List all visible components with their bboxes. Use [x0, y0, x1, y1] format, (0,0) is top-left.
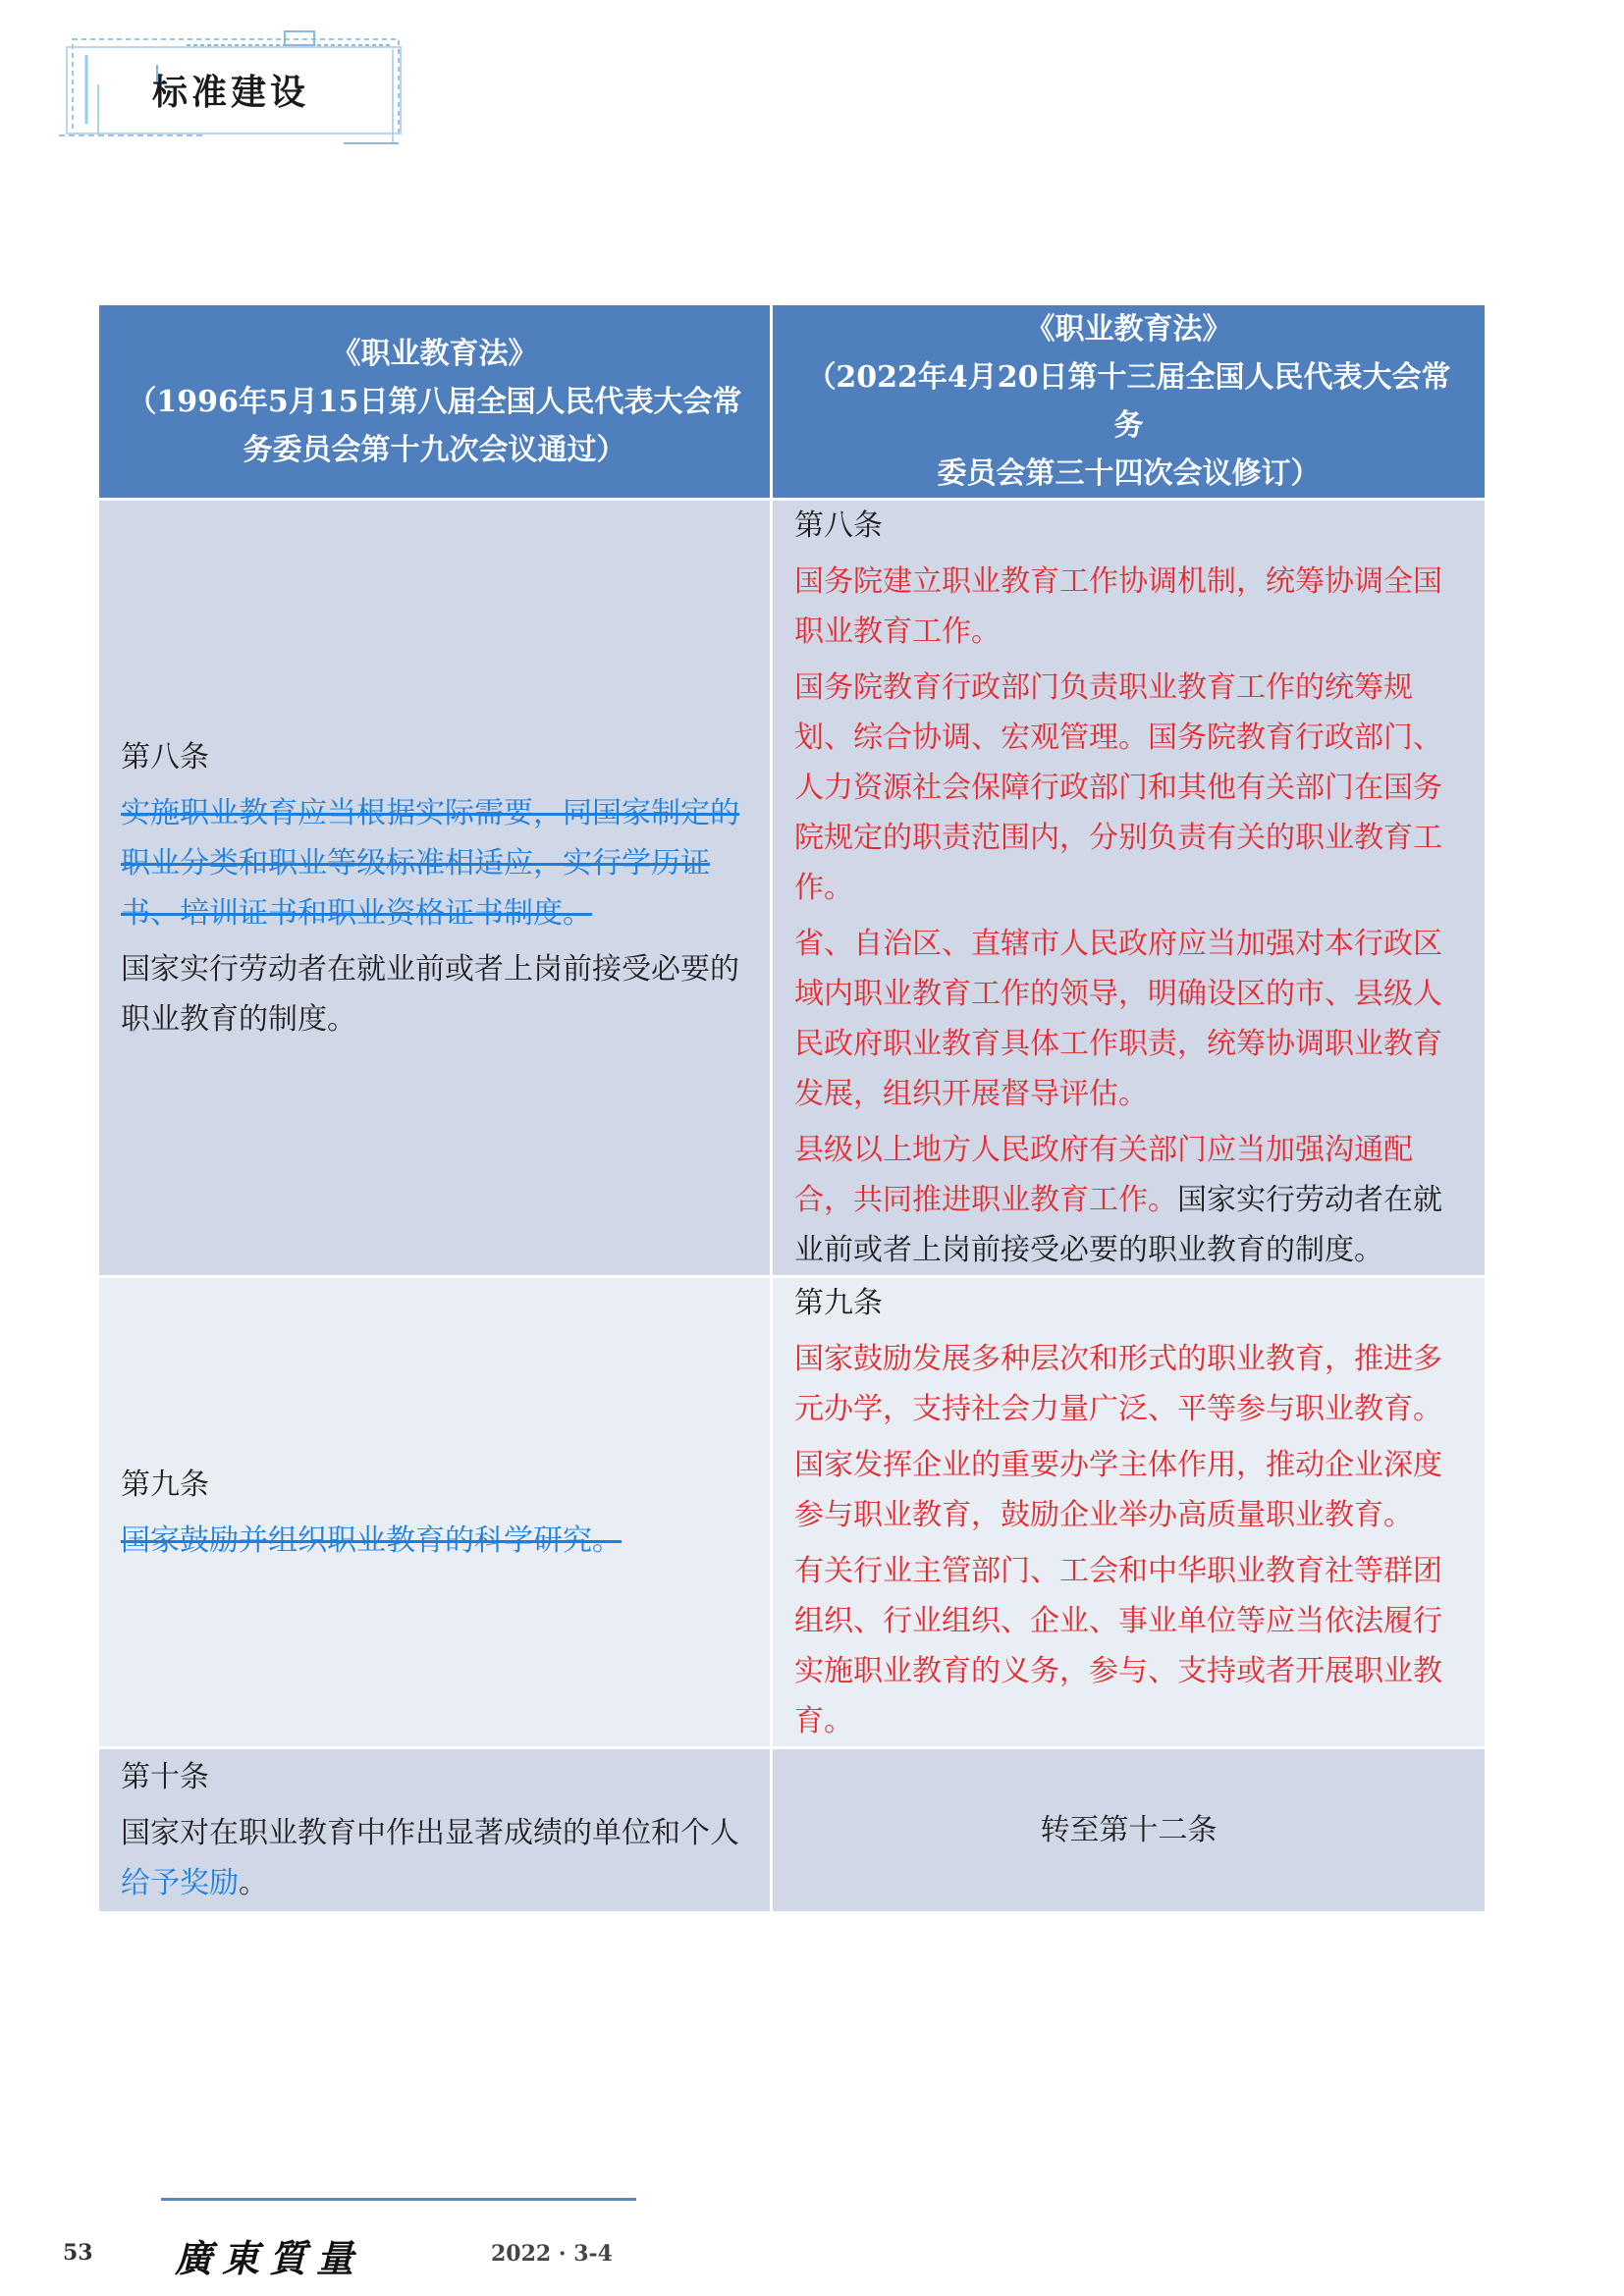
article-number: 第八条 [794, 508, 883, 543]
kept-text: 国家实行劳动者在就业前或者上岗前接受必要的职业教育的制度。 [794, 1183, 1442, 1267]
changed-text: 给予奖励 [121, 1866, 239, 1900]
added-text: 有关行业主管部门、工会和中华职业教育社等群团组织、行业组织、企业、事业单位等应当依法履行实施职业教育的义务，参与、支持或者开展职业教育。 [794, 1554, 1442, 1738]
article-number: 第九条 [794, 1286, 883, 1320]
header-title: 《职业教育法》 [331, 336, 538, 371]
table-row [98, 1748, 1487, 1913]
section-tab [59, 26, 412, 149]
new-article-cell [772, 1748, 1487, 1913]
added-text: 省、自治区、直辖市人民政府应当加强对本行政区域内职业教育工作的领导，明确设区的市、县级人民政府职业教育具体工作职责，统筹协调职业教育发展，组织开展督导评估。 [794, 927, 1442, 1111]
deleted-text: 实施职业教育应当根据实际需要，同国家制定的职业分类和职业等级标准相适应，实行学历证书、培训证书和职业资格证书制度。 [121, 795, 739, 931]
kept-text: 国家对在职业教育中作出显著成绩的单位和个人 [121, 1816, 739, 1850]
header-note-line: （2022年4月20日第十三届全国人民代表大会常务 [806, 360, 1451, 443]
table-row [98, 1277, 1487, 1748]
added-text: 国务院建立职业教育工作协调机制，统筹协调全国职业教育工作。 [794, 564, 1442, 649]
added-text: 国务院教育行政部门负责职业教育工作的统筹规划、综合协调、宏观管理。国务院教育行政部门、人力资源社会保障行政部门和其他有关部门在国务院规定的职责范围内，分别负责有关的职业教育工作。 [794, 670, 1442, 905]
header-title: 《职业教育法》 [1025, 312, 1232, 347]
added-text: 国家鼓励发展多种层次和形式的职业教育，推进多元办学，支持社会力量广泛、平等参与职业教育。 [794, 1342, 1442, 1426]
article-number: 第十条 [121, 1760, 209, 1794]
moved-note: 转至第十二条 [1040, 1813, 1218, 1847]
column-header-new-law [772, 304, 1487, 500]
header-note-line: 务委员会第十九次会议通过） [243, 432, 626, 467]
footer-divider [161, 2198, 636, 2201]
added-text: 国家发挥企业的重要办学主体作用，推动企业深度参与职业教育，鼓励企业举办高质量职业教育。 [794, 1448, 1442, 1532]
issue-label: 2022 · 3-4 [491, 2241, 613, 2267]
mixed-paragraph [121, 1808, 748, 1908]
article-number: 第八条 [121, 739, 209, 774]
kept-text: 国家实行劳动者在就业前或者上岗前接受必要的职业教育的制度。 [121, 951, 739, 1037]
added-text: 县级以上地方人民政府有关部门应当加强沟通配合，共同推进职业教育工作。 [794, 1133, 1413, 1217]
law-comparison-table [96, 302, 1488, 1914]
magazine-logo: 廣東質量 [175, 2236, 364, 2280]
old-article-cell [98, 1277, 772, 1748]
column-header-old-law [98, 304, 772, 500]
mixed-paragraph [794, 1125, 1463, 1275]
old-article-cell [98, 500, 772, 1277]
page-number: 53 [63, 2240, 93, 2266]
section-title: 标准建设 [152, 73, 310, 113]
new-article-cell [772, 1277, 1487, 1748]
header-note-line: 委员会第三十四次会议修订） [937, 456, 1321, 491]
table-row [98, 500, 1487, 1277]
header-note-line: （1996年5月15日第八届全国人民代表大会常 [127, 384, 742, 419]
article-number: 第九条 [121, 1467, 209, 1502]
punctuation: 。 [239, 1866, 268, 1900]
old-article-cell [98, 1748, 772, 1913]
new-article-cell [772, 500, 1487, 1277]
deleted-text: 国家鼓励并组织职业教育的科学研究。 [121, 1522, 622, 1558]
table-header-row [98, 304, 1487, 500]
